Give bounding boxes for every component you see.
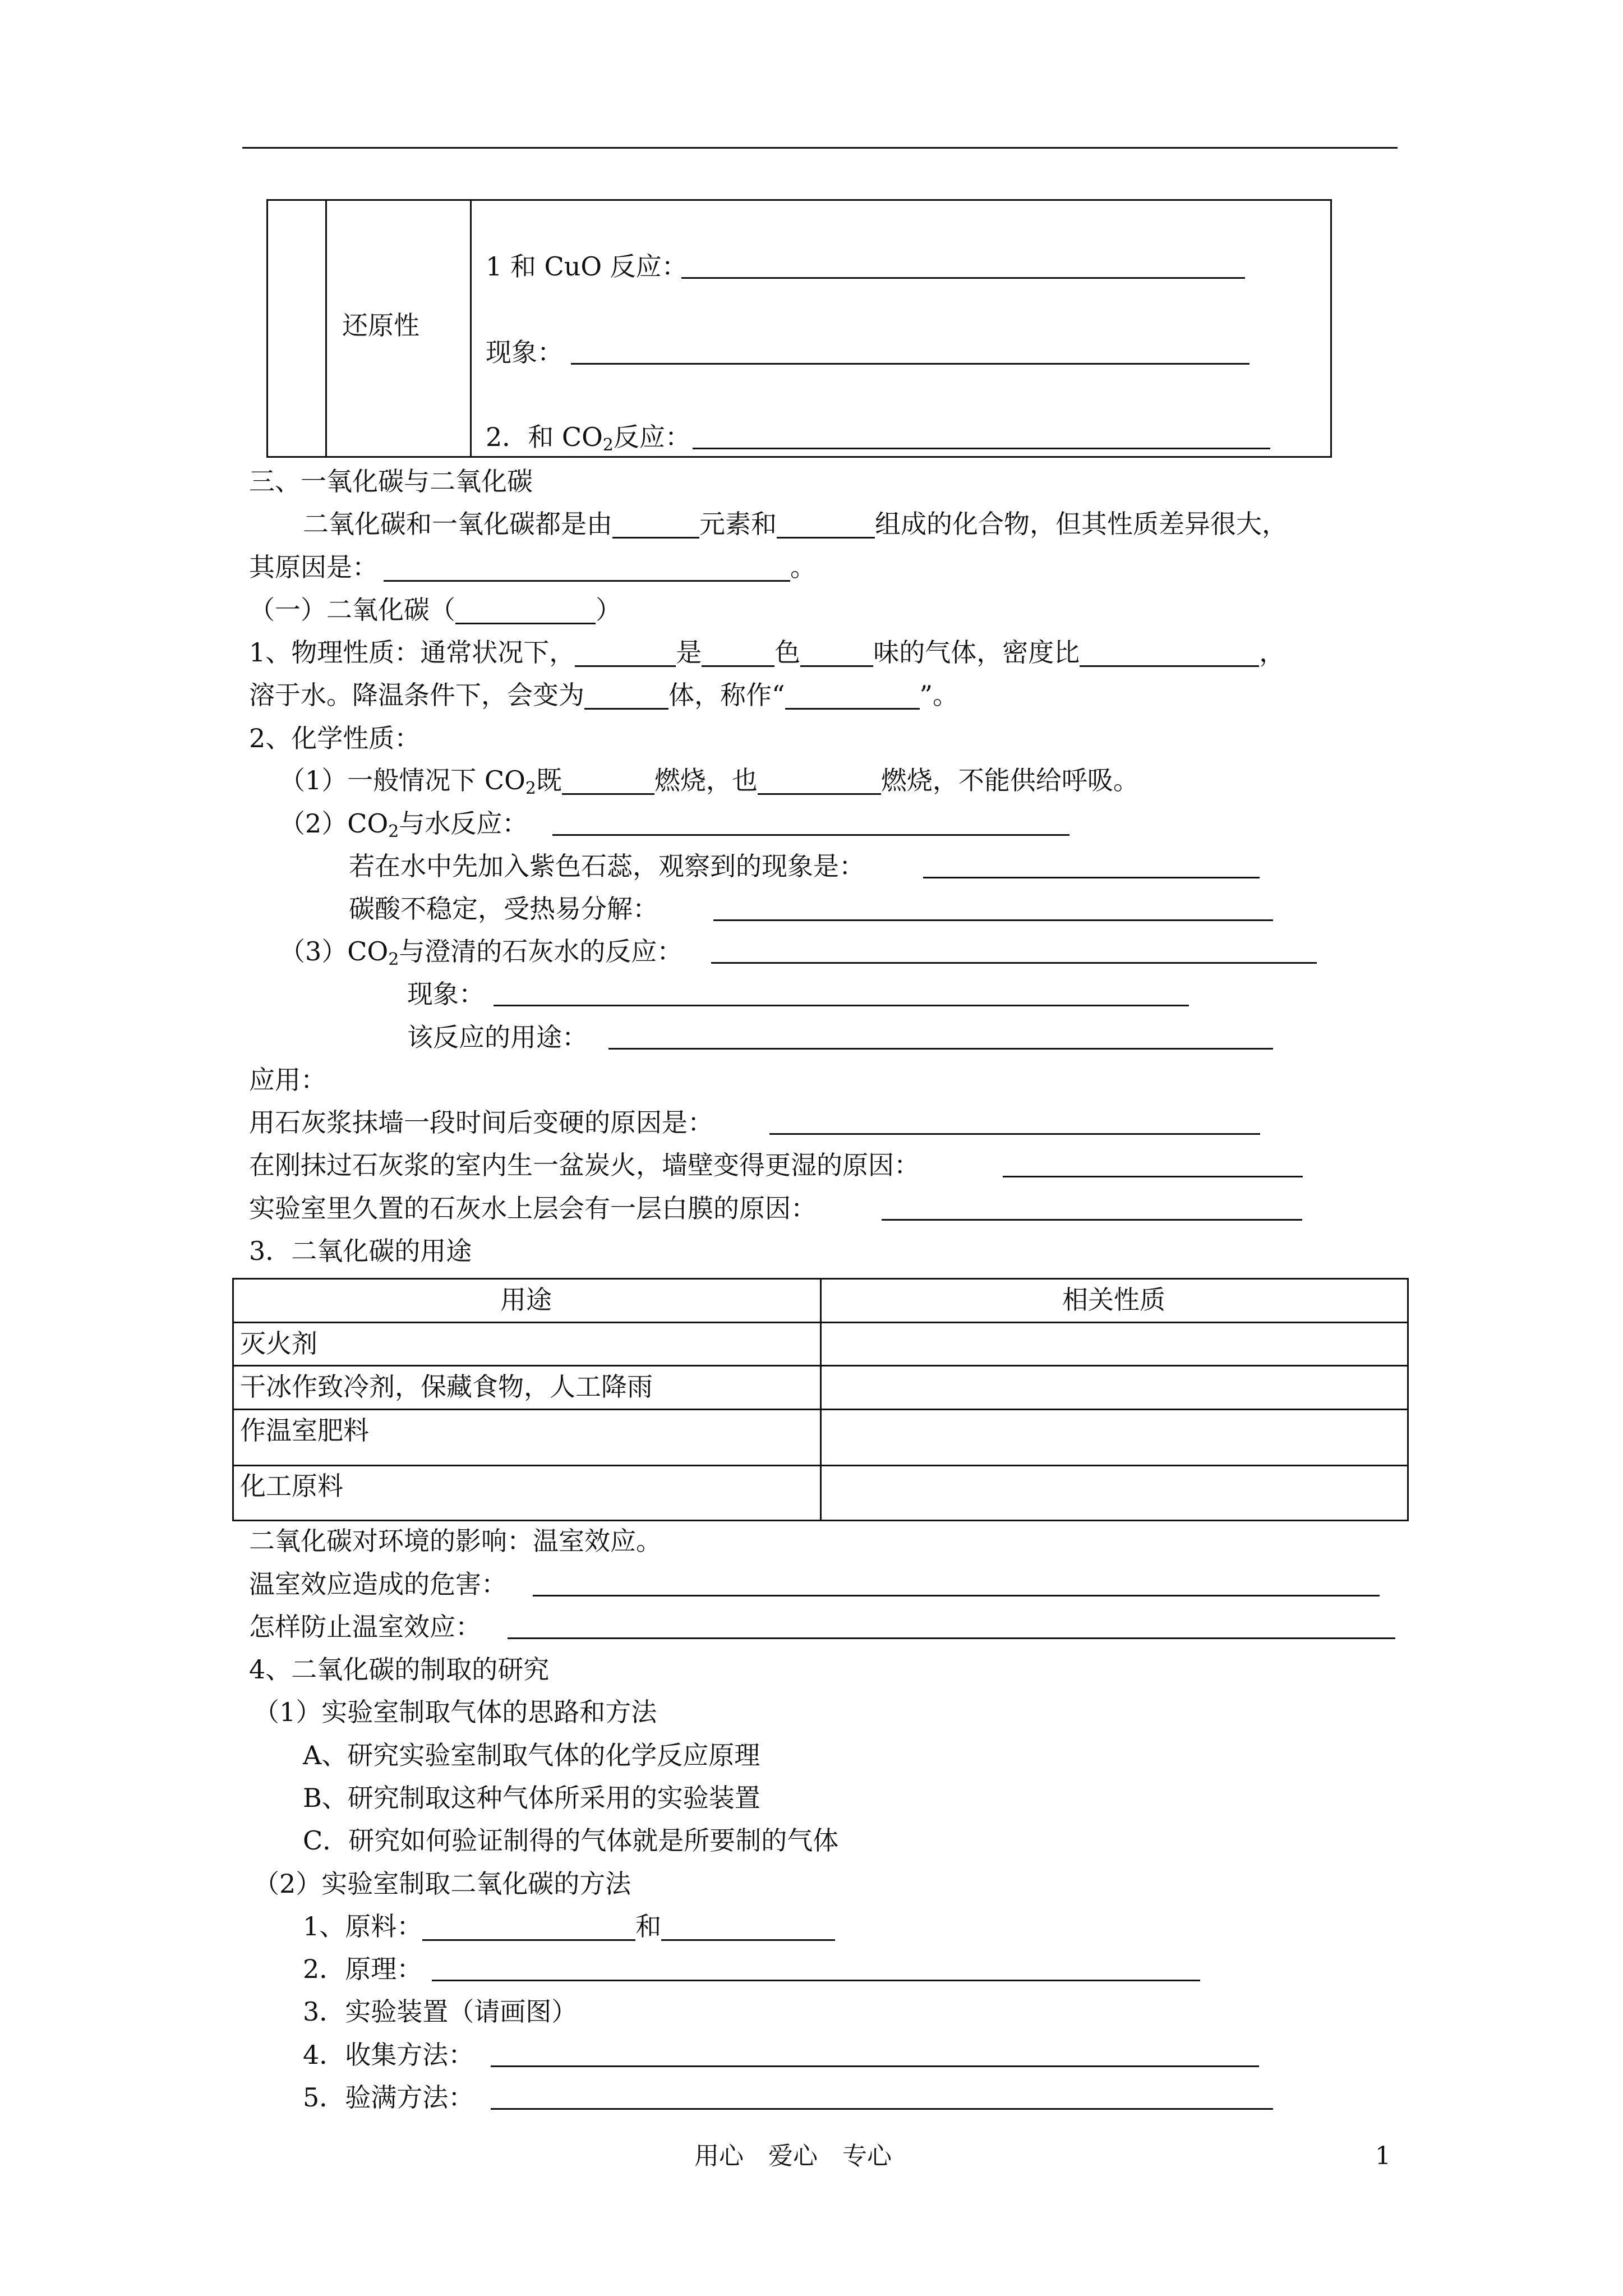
reason-blank[interactable] [384, 554, 790, 582]
full-check-blank[interactable] [491, 2108, 1273, 2110]
limewater-blank[interactable] [711, 962, 1317, 964]
application-heading: 应用： [249, 1065, 326, 1095]
co2-reaction-blank[interactable] [693, 448, 1270, 449]
cuo-reaction-blank[interactable] [681, 277, 1245, 279]
blank-element-2[interactable] [777, 511, 875, 539]
chem-item-3: $(3)CO_2$与澄清的石灰水的反应： [279, 936, 683, 969]
uses-col-property: 相关性质 [1062, 1285, 1165, 1315]
co2-name-blank[interactable] [455, 597, 596, 624]
application-3-blank[interactable] [882, 1219, 1302, 1221]
chemical-heading: 2、化学性质： [249, 723, 421, 753]
color-blank[interactable] [702, 639, 774, 667]
prep-heading: 4、二氧化碳的制取的研究 [249, 1654, 550, 1685]
greenhouse-harm-blank[interactable] [533, 1595, 1380, 1596]
cuo-reaction-label: 1 和 CuO 反应： [486, 251, 688, 282]
state-blank[interactable] [575, 639, 676, 667]
uses-row-4: 化工原料 [240, 1471, 343, 1501]
uses-heading: 3．二氧化碳的用途 [249, 1236, 472, 1266]
collection-blank[interactable] [491, 2065, 1259, 2067]
physical-properties-2: 溶于水。降温条件下，会变为 体，称作“ ”。 [249, 680, 959, 710]
prep-principle: 2．原理： [303, 1954, 423, 1984]
chem-item-2: $(2)CO_2$与水反应： [279, 808, 528, 841]
burn-blank[interactable] [758, 767, 881, 795]
chem-item-1: （1）一般情况下 $CO_2$既 燃烧，也 燃烧，不能供给呼吸。 [279, 765, 1139, 798]
prep-apparatus: 3．实验装置（请画图） [303, 1996, 578, 2027]
uses-row-2: 干冰作致冷剂，保藏食物，人工降雨 [240, 1372, 653, 1402]
environment-line: 二氧化碳对环境的影响：温室效应。 [249, 1526, 662, 1556]
application-2: 在刚抹过石灰浆的室内生一盆炭火，墙壁变得更湿的原因： [249, 1150, 920, 1180]
prep-p1: （1）实验室制取气体的思路和方法 [253, 1697, 657, 1727]
prep-a: A、研究实验室制取气体的化学反应原理 [303, 1740, 760, 1770]
litmus-blank[interactable] [923, 877, 1260, 878]
dry-ice-blank[interactable] [785, 682, 920, 710]
blank-element-1[interactable] [612, 511, 699, 539]
prep-c: C．研究如何验证制得的气体就是所要制的气体 [303, 1825, 839, 1856]
material-2-blank[interactable] [661, 1913, 835, 1941]
limewater-phenomenon-blank[interactable] [494, 1005, 1189, 1006]
header-rule [242, 147, 1398, 149]
uses-row-1: 灭火剂 [240, 1328, 317, 1359]
prep-materials: 1、原料： 和 [303, 1913, 835, 1941]
support-blank[interactable] [562, 767, 654, 795]
prep-full-check: 5．验满方法： [303, 2082, 474, 2113]
prep-collection: 4．收集方法： [303, 2040, 474, 2070]
limewater-use-blank[interactable] [608, 1048, 1273, 1050]
intro-reason: 其原因是： 。 [249, 552, 816, 582]
limewater-use: 该反应的用途： [407, 1022, 588, 1052]
water-reaction-blank[interactable] [552, 834, 1069, 836]
co2-title: （一）二氧化碳（ ） [249, 595, 621, 625]
phase-blank[interactable] [584, 682, 668, 710]
smell-blank[interactable] [800, 639, 873, 667]
co2-reaction-label: 2．和 $CO_2$反应： [486, 422, 691, 455]
physical-properties: 1、物理性质：通常状况下， 是 色 味的气体，密度比 ， [249, 637, 1285, 668]
footer-motto: 用心 爱心 专心 [694, 2142, 892, 2170]
limewater-phenomenon: 现象： [407, 979, 485, 1009]
greenhouse-harm: 温室效应造成的危害： [249, 1569, 507, 1599]
principle-blank[interactable] [432, 1980, 1200, 1981]
uses-col-purpose: 用途 [500, 1285, 552, 1315]
application-1: 用石灰浆抹墙一段时间后变硬的原因是： [249, 1107, 713, 1138]
greenhouse-prevent: 怎样防止温室效应： [249, 1612, 481, 1642]
application-3: 实验室里久置的石灰水上层会有一层白膜的原因： [249, 1193, 817, 1223]
page-number: 1 [1375, 2142, 1391, 2170]
application-1-blank[interactable] [769, 1133, 1260, 1135]
uses-row-3: 作温室肥料 [240, 1415, 369, 1446]
application-2-blank[interactable] [1003, 1176, 1303, 1177]
section-heading: 三、一氧化碳与二氧化碳 [249, 466, 533, 496]
carbonic-acid-blank[interactable] [713, 919, 1273, 921]
intro-text: 二氧化碳和一氧化碳都是由 元素和 组成的化合物，但其性质差异很大， [303, 509, 1288, 539]
carbonic-acid-text: 碳酸不稳定，受热易分解： [349, 894, 658, 924]
prep-p2: （2）实验室制取二氧化碳的方法 [253, 1869, 631, 1899]
density-blank[interactable] [1080, 639, 1259, 667]
phenomenon-label: 现象： [486, 337, 563, 367]
prep-b: B、研究制取这种气体所采用的实验装置 [303, 1783, 760, 1813]
row-label-reducibility: 还原性 [342, 310, 419, 341]
greenhouse-prevent-blank[interactable] [508, 1637, 1395, 1639]
material-1-blank[interactable] [422, 1913, 635, 1941]
phenomenon-blank[interactable] [571, 363, 1249, 365]
litmus-text: 若在水中先加入紫色石蕊，观察到的现象是： [349, 851, 865, 881]
